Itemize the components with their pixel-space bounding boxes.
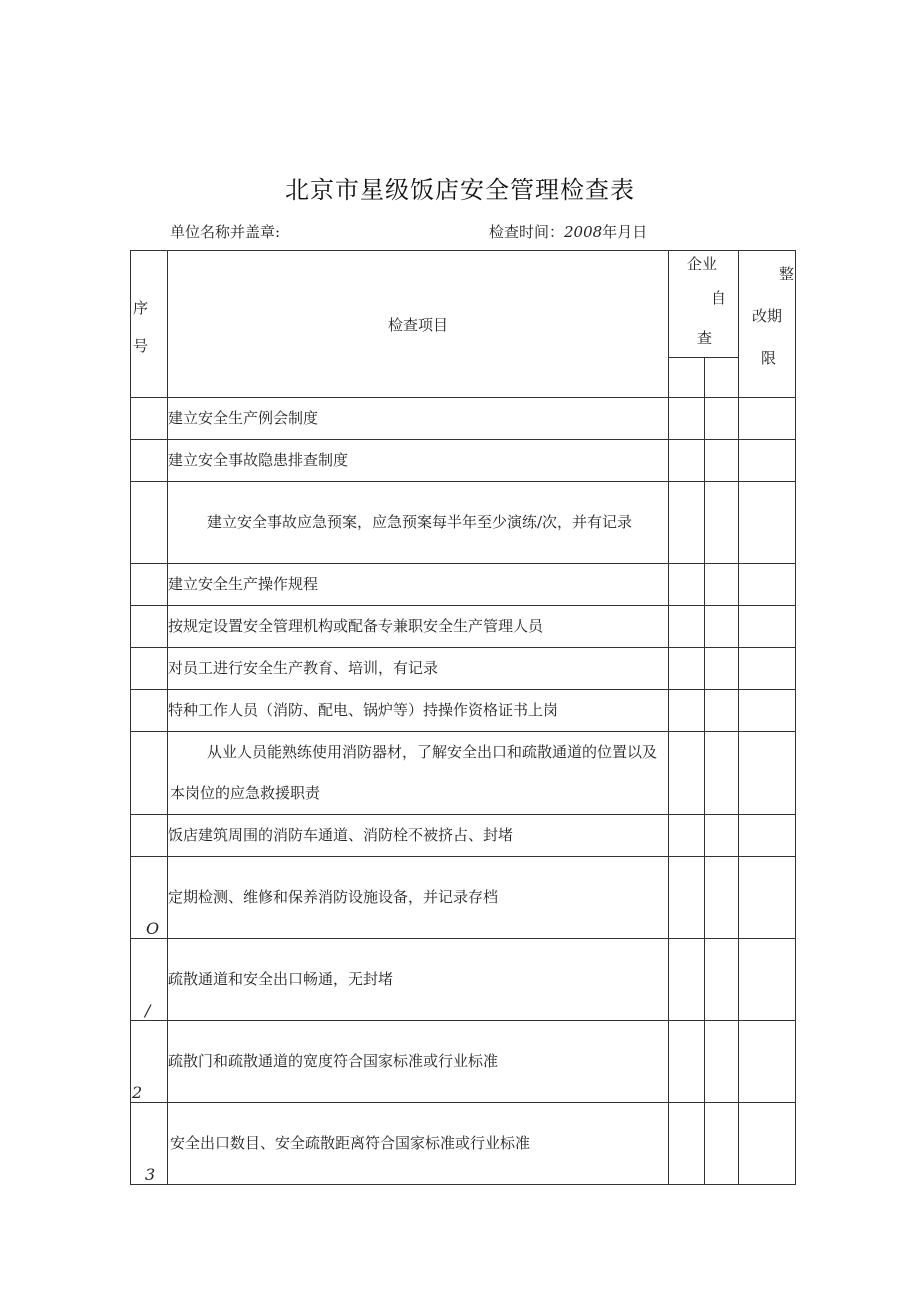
row-item: 建立安全事故应急预案，应急预案每半年至少演练/次，并有记录 xyxy=(168,482,669,564)
row-seq xyxy=(131,564,168,606)
row-item: 安全出口数目、安全疏散距离符合国家标准或行业标准 xyxy=(168,1103,669,1185)
table-row xyxy=(131,939,796,1021)
row-self-b[interactable] xyxy=(705,732,739,815)
row-self-a[interactable] xyxy=(669,732,705,815)
table-row xyxy=(131,732,796,815)
row-item: 建立安全生产操作规程 xyxy=(168,564,669,606)
row-self-b[interactable] xyxy=(705,482,739,564)
row-self-a[interactable] xyxy=(669,440,705,482)
row-seq xyxy=(131,690,168,732)
row-deadline[interactable] xyxy=(739,606,796,648)
row-seq xyxy=(131,398,168,440)
row-self-a[interactable] xyxy=(669,564,705,606)
row-item: 对员工进行安全生产教育、培训，有记录 xyxy=(168,648,669,690)
row-deadline[interactable] xyxy=(739,482,796,564)
table-row xyxy=(131,440,796,482)
row-self-b[interactable] xyxy=(705,1103,739,1185)
row-seq xyxy=(131,815,168,857)
unit-name-label: 单位名称并盖章: xyxy=(170,223,281,241)
row-item: 建立安全生产例会制度 xyxy=(168,398,669,440)
page-title: 北京市星级饭店安全管理检查表 xyxy=(285,176,635,204)
row-self-b[interactable] xyxy=(705,648,739,690)
row-self-b[interactable] xyxy=(705,606,739,648)
row-self-b[interactable] xyxy=(705,857,739,939)
row-item: 特种工作人员（消防、配电、锅炉等）持操作资格证书上岗 xyxy=(168,690,669,732)
header-self-check xyxy=(669,251,739,358)
header-self-line3: 查 xyxy=(697,329,713,347)
inspection-time-label: 检查时间： xyxy=(489,223,565,241)
header-seq-line2: 号 xyxy=(133,337,149,355)
header-limit-line2: 改期 xyxy=(752,307,783,325)
row-self-a[interactable] xyxy=(669,1021,705,1103)
row-item: 疏散门和疏散通道的宽度符合国家标准或行业标准 xyxy=(168,1021,669,1103)
row-self-a[interactable] xyxy=(669,482,705,564)
header-rectify-deadline xyxy=(739,251,796,398)
row-self-b[interactable] xyxy=(705,815,739,857)
header-self-sub-a xyxy=(669,358,705,398)
row-seq xyxy=(131,648,168,690)
row-seq-mark: 2 xyxy=(132,1083,143,1102)
header-row xyxy=(131,251,796,358)
row-item: 按规定设置安全管理机构或配备专兼职安全生产管理人员 xyxy=(168,606,669,648)
row-deadline[interactable] xyxy=(739,815,796,857)
row-seq xyxy=(131,732,168,815)
row-self-b[interactable] xyxy=(705,1021,739,1103)
table-row xyxy=(131,857,796,939)
header-seq-line1: 序 xyxy=(133,299,149,317)
header-item: 检查项目 xyxy=(168,251,669,398)
row-seq xyxy=(131,1103,168,1185)
row-item: 从业人员能熟练使用消防器材，了解安全出口和疏散通道的位置以及本岗位的应急救援职责 xyxy=(168,732,669,815)
inspection-date-rest: 年月日 xyxy=(602,223,648,241)
header-self-sub-b xyxy=(705,358,739,398)
row-item: 建立安全事故隐患排查制度 xyxy=(168,440,669,482)
row-item: 饭店建筑周围的消防车通道、消防栓不被挤占、封堵 xyxy=(168,815,669,857)
header-self-line1: 企业 xyxy=(687,255,718,273)
row-self-a[interactable] xyxy=(669,690,705,732)
row-deadline[interactable] xyxy=(739,690,796,732)
row-self-a[interactable] xyxy=(669,815,705,857)
row-deadline[interactable] xyxy=(739,564,796,606)
header-limit-line3: 限 xyxy=(761,349,777,367)
row-deadline[interactable] xyxy=(739,648,796,690)
header-limit-line1: 整 xyxy=(779,265,795,283)
row-self-a[interactable] xyxy=(669,939,705,1021)
table-row xyxy=(131,1021,796,1103)
header-seq xyxy=(131,251,168,398)
row-deadline[interactable] xyxy=(739,1021,796,1103)
row-self-a[interactable] xyxy=(669,1103,705,1185)
row-self-a[interactable] xyxy=(669,398,705,440)
row-seq-mark: / xyxy=(145,1001,151,1020)
row-seq-mark: O xyxy=(146,919,160,938)
table-row xyxy=(131,1103,796,1185)
row-self-a[interactable] xyxy=(669,606,705,648)
table-row xyxy=(131,648,796,690)
table-row xyxy=(131,564,796,606)
inspection-year: 2008 xyxy=(564,223,603,241)
row-deadline[interactable] xyxy=(739,440,796,482)
row-deadline[interactable] xyxy=(739,732,796,815)
row-deadline[interactable] xyxy=(739,1103,796,1185)
row-self-b[interactable] xyxy=(705,690,739,732)
row-self-b[interactable] xyxy=(705,564,739,606)
table-row xyxy=(131,815,796,857)
row-self-b[interactable] xyxy=(705,939,739,1021)
row-seq xyxy=(131,482,168,564)
row-deadline[interactable] xyxy=(739,939,796,1021)
row-deadline[interactable] xyxy=(739,857,796,939)
row-self-b[interactable] xyxy=(705,440,739,482)
row-item: 疏散通道和安全出口畅通，无封堵 xyxy=(168,939,669,1021)
table-row xyxy=(131,690,796,732)
row-item: 定期检测、维修和保养消防设施设备，并记录存档 xyxy=(168,857,669,939)
row-seq xyxy=(131,606,168,648)
row-seq xyxy=(131,1021,168,1103)
row-seq xyxy=(131,440,168,482)
row-seq xyxy=(131,857,168,939)
row-self-b[interactable] xyxy=(705,398,739,440)
inspection-table xyxy=(130,250,796,1185)
inspection-time xyxy=(489,221,647,242)
table-row xyxy=(131,398,796,440)
table-row xyxy=(131,606,796,648)
header-self-line2: 自 xyxy=(711,289,727,307)
row-deadline[interactable] xyxy=(739,398,796,440)
row-seq xyxy=(131,939,168,1021)
row-seq-mark: 3 xyxy=(145,1165,156,1184)
row-self-a[interactable] xyxy=(669,857,705,939)
table-row xyxy=(131,482,796,564)
row-self-a[interactable] xyxy=(669,648,705,690)
